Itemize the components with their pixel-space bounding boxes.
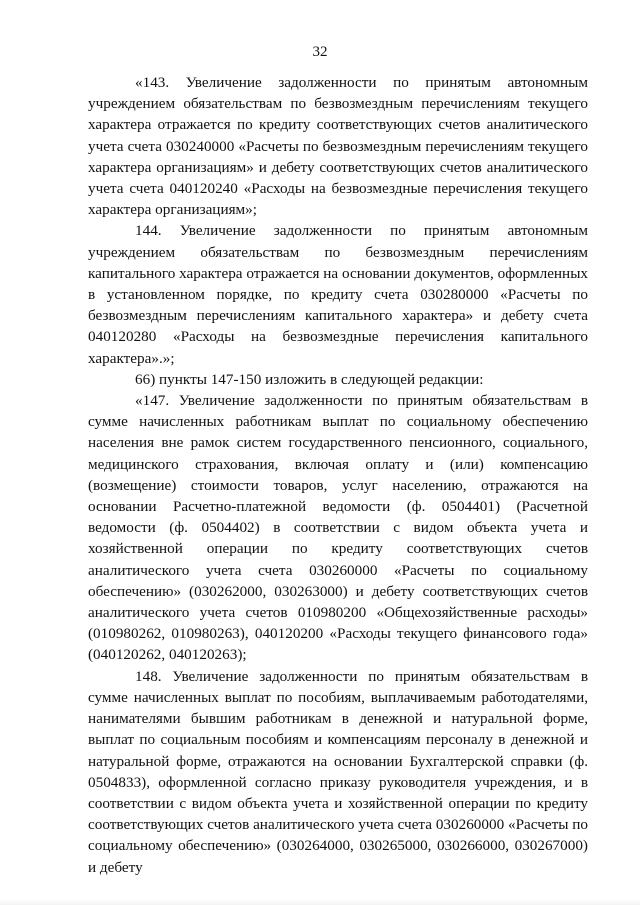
paragraph-143: «143. Увеличение задолженности по принятым автономным учреждением обязательствам по безвозмездным перечислениям текущего характера отражается по кредиту соответствующих счетов аналитического учета счета 030240000 «Расчеты по безвозмездным перечислениям текущего характера организациям» и дебету соответствующих счетов аналитического учета счета 040120240 «Расходы на безвозмездные перечисления текущего характера организациям»; — [88, 74, 588, 219]
paragraph-144: 144. Увеличение задолженности по принятым автономным учреждением обязательствам по безвозмездным перечислениям капитального характера отражается на основании документов, оформленных в установленном порядке, по кредиту счета 030280000 «Расчеты по безвозмездным перечислениям капитального характера» и дебету счета 040120280 «Расходы на безвозмездные перечисления капитального характера».»; — [88, 222, 588, 367]
paragraph-148: 148. Увеличение задолженности по принятым обязательствам в сумме начисленных выплат по пособиям, выплачиваемым работодателями, нанимателями бывшим работникам в денежной и натуральной форме, выплат по социальным пособиям и компенсациям персоналу в денежной и натуральной форме, отражаются на основании Бухгалтерской справки (ф. 0504833), оформленной согласно приказу руководителя учреждения, и в соответствии с видом объекта учета и хозяйственной операции по кредиту соответствующих счетов аналитического учета счета 030260000 «Расчеты по социальному обеспечению» (030264000, 030265000, 030266000, 030267000) и дебету — [88, 667, 588, 876]
document-body — [88, 72, 588, 878]
page-number: 32 — [312, 44, 328, 60]
scan-edge-shade — [0, 899, 640, 905]
paragraph-147: «147. Увеличение задолженности по принятым обязательствам в сумме начисленных работникам выплат по социальному обеспечению населения вне рамок систем государственного пенсионного, социального, медицинского страхования, включая оплату и (или) компенсацию (возмещение) стоимости товаров, услуг населению, отражаются на основании Расчетно-платежной ведомости (ф. 0504401) (Расчетной ведомости (ф. 0504402) в соответствии с видом объекта учета и хозяйственной операции по кредиту соответствующих счетов аналитического учета счета 030260000 «Расчеты по социальному обеспечению» (030262000, 030263000) и дебету соответствующих счетов аналитического учета счетов 010980200 «Общехозяйственные расходы» (010980262, 010980263), 040120200 «Расходы текущего финансового года» (040120262, 040120263); — [88, 392, 588, 664]
paragraph-item-66: 66) пункты 147-150 изложить в следующей редакции: — [135, 370, 484, 388]
